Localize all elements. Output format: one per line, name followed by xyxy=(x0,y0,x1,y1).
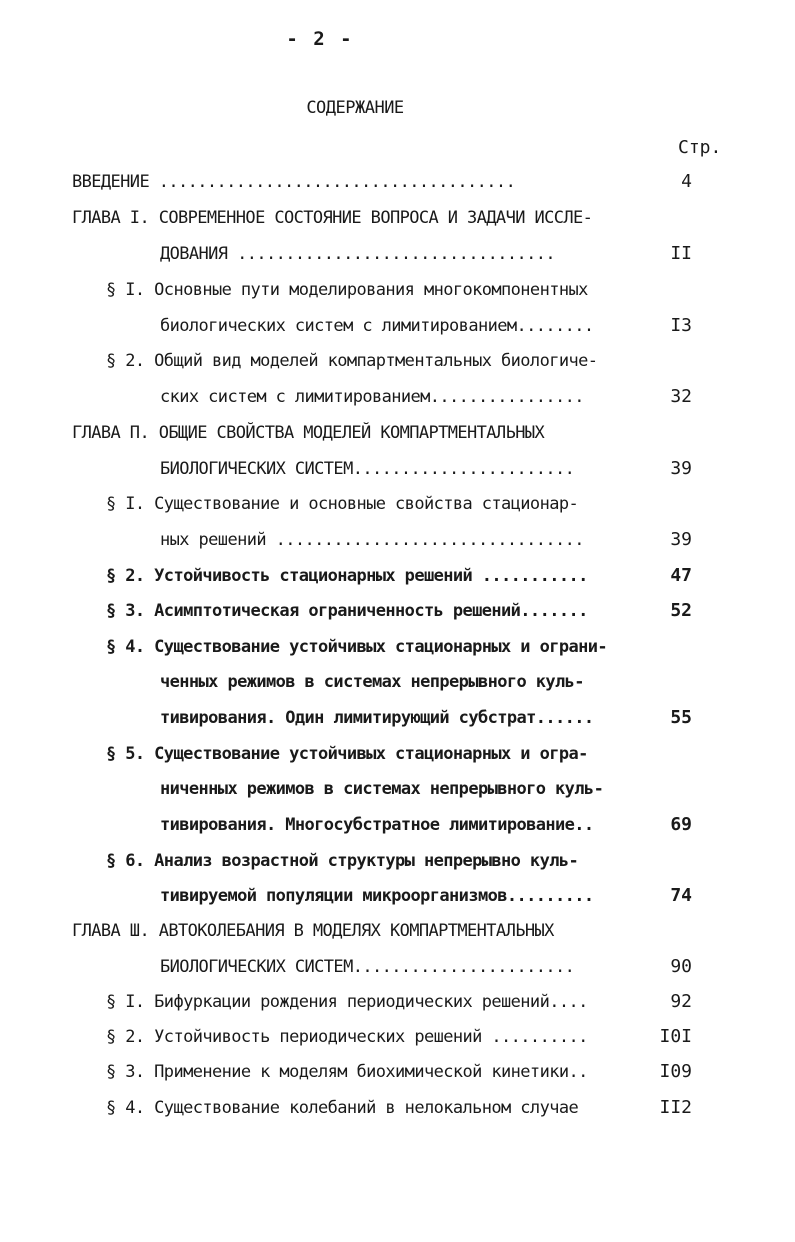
toc-entry-page: II xyxy=(670,243,692,264)
toc-entry-text: ных решений ................................ xyxy=(160,530,584,550)
toc-entry-page: 39 xyxy=(670,458,692,479)
toc-entry-text: ГЛАВА Ш. АВТОКОЛЕБАНИЯ В МОДЕЛЯХ КОМПАРТМЕНТАЛЬНЫХ xyxy=(72,921,554,941)
toc-entry-text: § 2. Общий вид моделей компартментальных биологиче- xyxy=(106,351,598,371)
toc-entry-text: § 2. Устойчивость стационарных решений ........... xyxy=(106,566,588,586)
toc-entry-page: 90 xyxy=(670,956,692,977)
toc-entry-text: § I. Основные пути моделирования многокомпонентных xyxy=(106,280,588,300)
toc-entry-page: 4 xyxy=(681,171,692,192)
toc-entry-text: § 4. Существование колебаний в нелокальном случае xyxy=(106,1098,579,1118)
toc-entry-text: ниченных режимов в системах непрерывного куль- xyxy=(160,779,604,799)
toc-entry-page: I0I xyxy=(659,1026,692,1047)
toc-entry-text: тивирования. Многосубстратное лимитирование.. xyxy=(160,815,594,835)
toc-entry-text: БИОЛОГИЧЕСКИХ СИСТЕМ....................... xyxy=(160,459,575,479)
toc-entry-text: ГЛАВА I. СОВРЕМЕННОЕ СОСТОЯНИЕ ВОПРОСА И ЗАДАЧИ ИССЛЕ- xyxy=(72,208,593,228)
page-title: СОДЕРЖАНИЕ xyxy=(306,98,404,118)
toc-entry-page: 74 xyxy=(670,885,692,906)
toc-entry-page: I09 xyxy=(659,1061,692,1082)
toc-entry-page: 55 xyxy=(670,707,692,728)
toc-entry-page: 39 xyxy=(670,529,692,550)
page-column-label: Стр. xyxy=(678,137,722,158)
toc-entry-text: ВВЕДЕНИЕ ..................................... xyxy=(72,172,516,192)
toc-entry-page: 32 xyxy=(670,386,692,407)
toc-entry-text: ченных режимов в системах непрерывного куль- xyxy=(160,672,584,692)
toc-entry-page: II2 xyxy=(659,1097,692,1118)
toc-entry-text: § 6. Анализ возрастной структуры непрерывно куль- xyxy=(106,851,579,871)
toc-entry-text: ГЛАВА П. ОБЩИЕ СВОЙСТВА МОДЕЛЕЙ КОМПАРТМЕНТАЛЬНЫХ xyxy=(72,423,545,443)
page-number: - 2 - xyxy=(286,28,354,50)
toc-entry-text: ских систем с лимитированием................ xyxy=(160,387,584,407)
toc-entry-text: тивирования. Один лимитирующий субстрат...... xyxy=(160,708,594,728)
toc-entry-text: § 2. Устойчивость периодических решений .......... xyxy=(106,1027,588,1047)
toc-entry-text: § 3. Асимптотическая ограниченность решений....... xyxy=(106,601,588,621)
toc-entry-page: 47 xyxy=(670,565,692,586)
toc-entry-page: 92 xyxy=(670,991,692,1012)
toc-entry-text: БИОЛОГИЧЕСКИХ СИСТЕМ....................... xyxy=(160,957,575,977)
toc-entry-text: § 5. Существование устойчивых стационарных и огра- xyxy=(106,744,588,764)
toc-entry-text: § I. Бифуркации рождения периодических решений.... xyxy=(106,992,588,1012)
toc-entry-text: биологических систем с лимитированием........ xyxy=(160,316,594,336)
toc-entry-text: тивируемой популяции микроорганизмов......... xyxy=(160,886,594,906)
toc-entry-page: 52 xyxy=(670,600,692,621)
toc-entry-page: 69 xyxy=(670,814,692,835)
toc-entry-page: I3 xyxy=(670,315,692,336)
toc-entry-text: § 4. Существование устойчивых стационарных и ограни- xyxy=(106,637,608,657)
toc-entry-text: § 3. Применение к моделям биохимической кинетики.. xyxy=(106,1062,588,1082)
toc-entry-text: § I. Существование и основные свойства стационар- xyxy=(106,494,579,514)
toc-entry-text: ДОВАНИЯ ................................. xyxy=(160,244,556,264)
